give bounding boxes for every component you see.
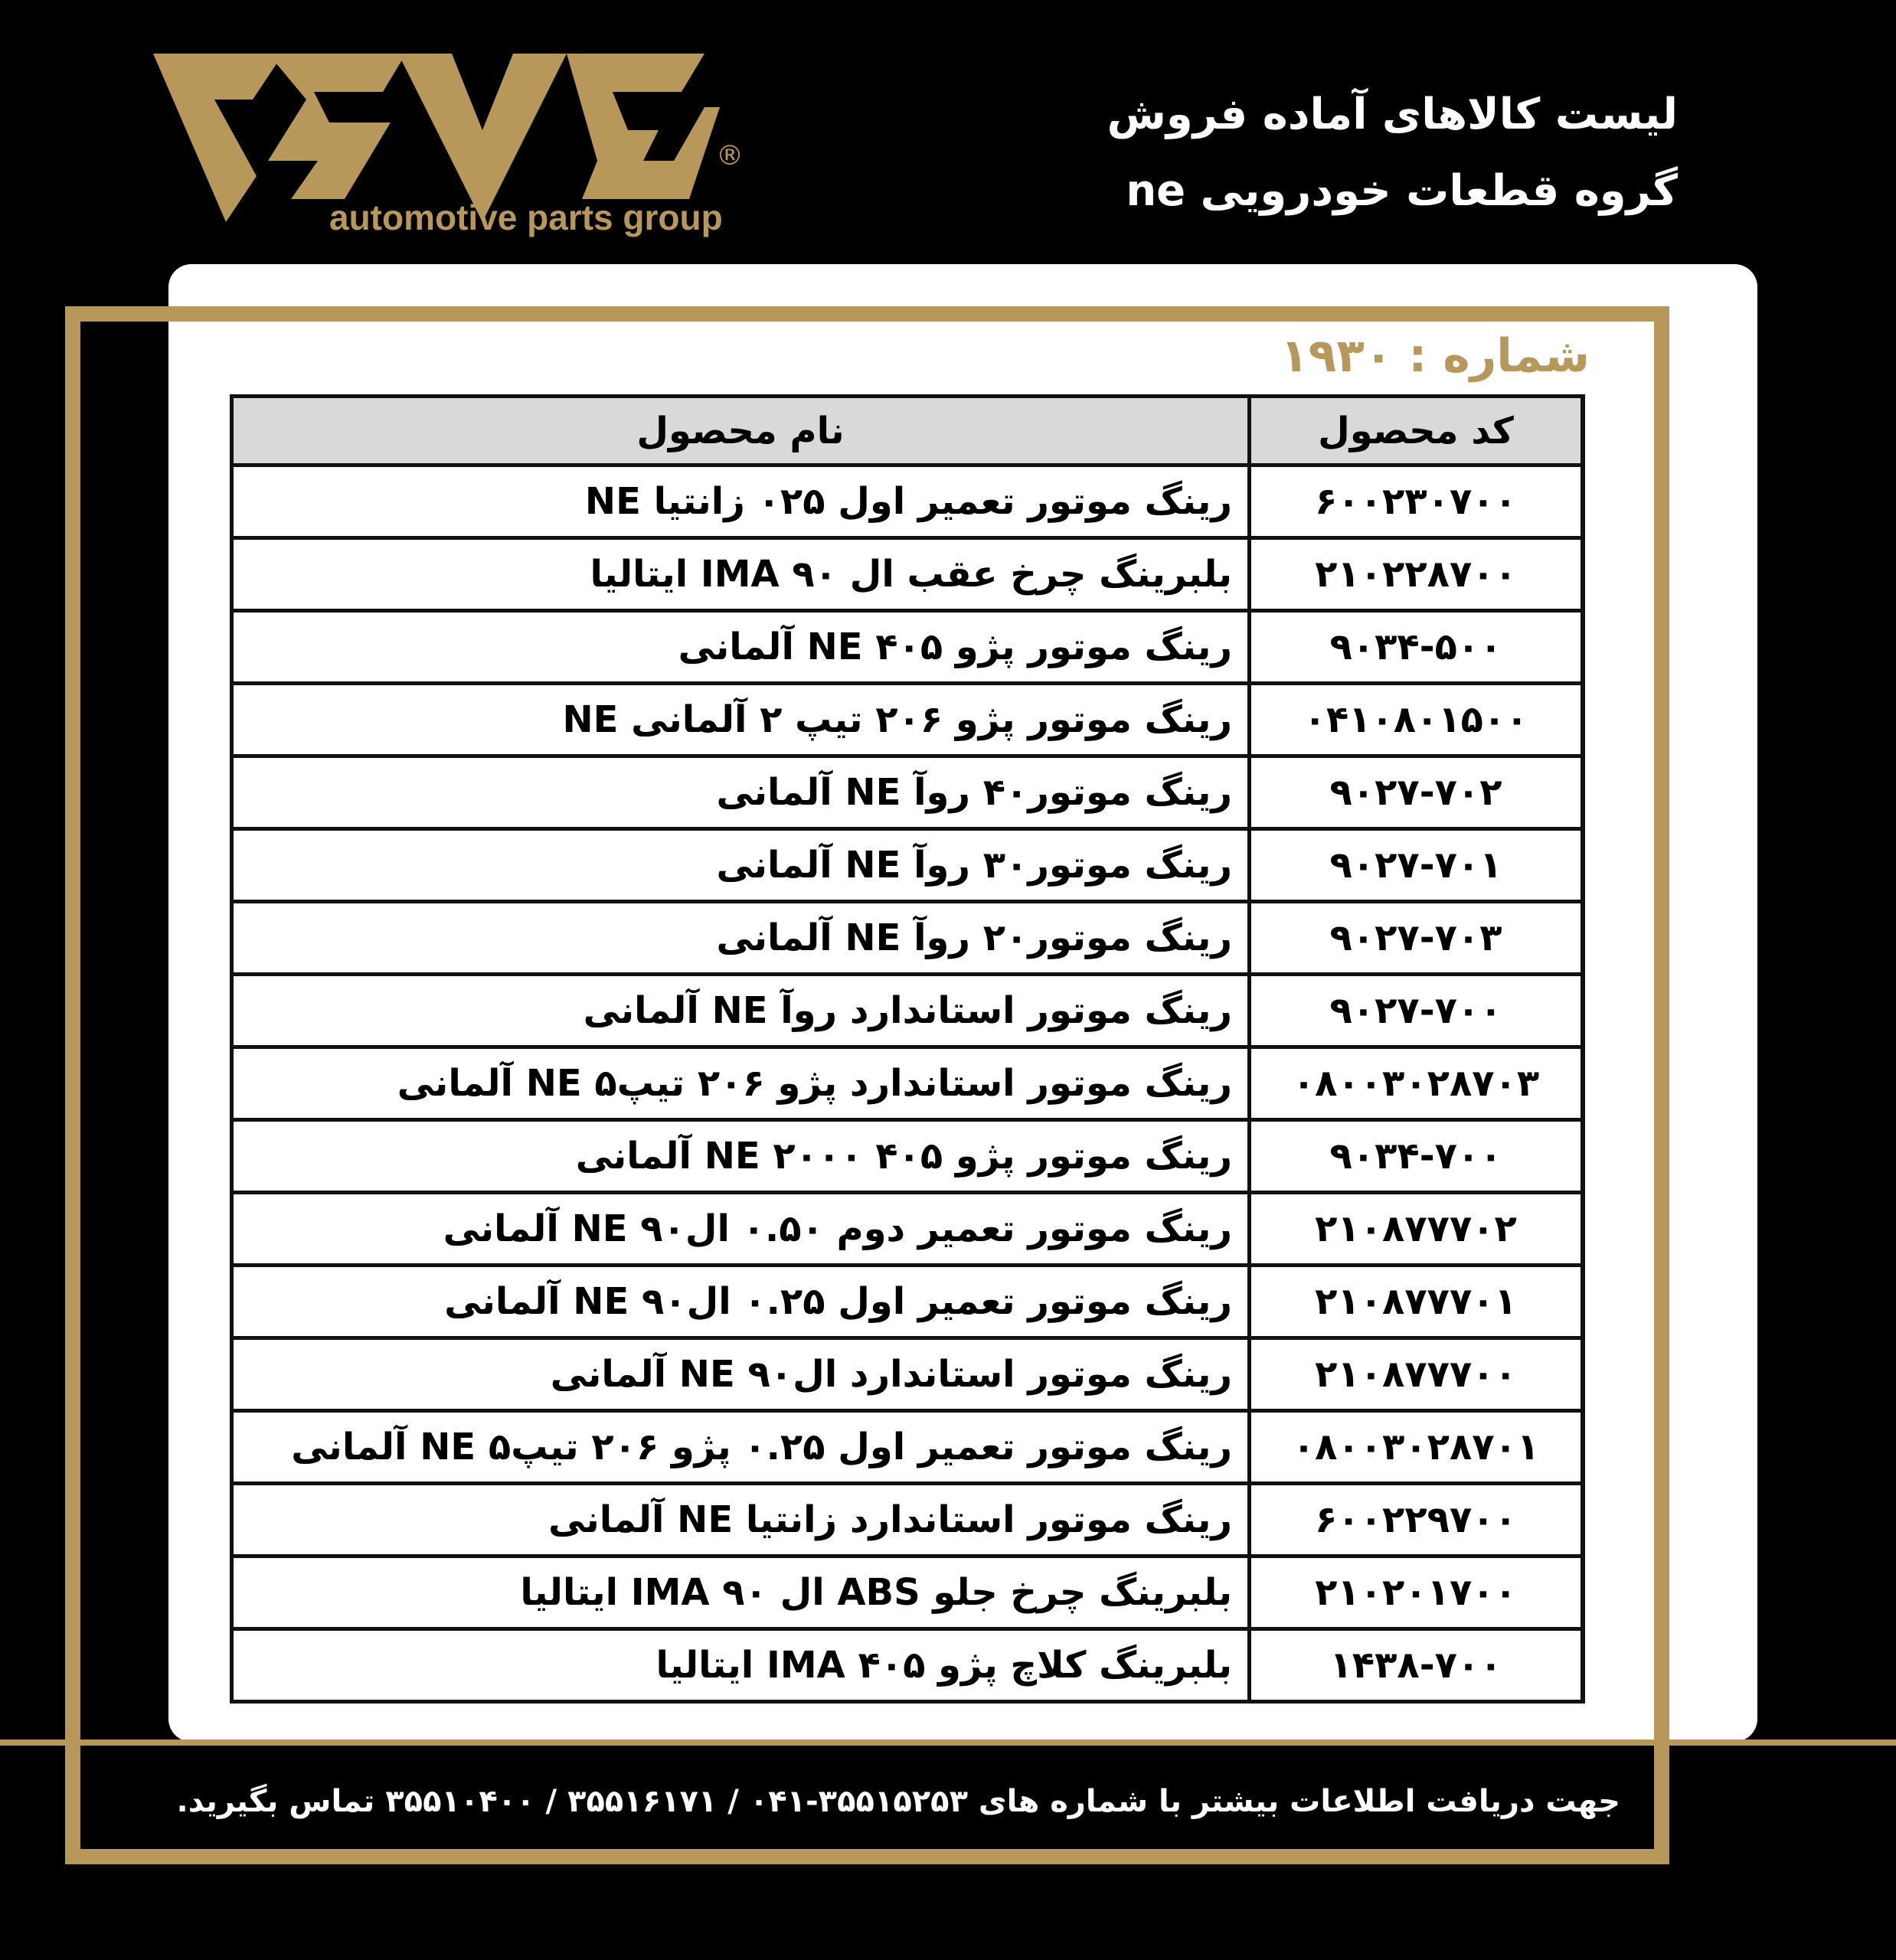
product-code: ۲۱۰۸۷۷۷۰۰ xyxy=(1250,1338,1584,1411)
table-row xyxy=(232,1266,1584,1338)
product-name: رینگ موتور استاندارد زانتیا NE آلمانی xyxy=(232,1484,1250,1557)
product-code: ۶۰۰۲۳۰۷۰۰ xyxy=(1250,466,1584,538)
brand-logo xyxy=(153,46,744,245)
product-code: ۹۰۳۴-۷۰۰ xyxy=(1250,1120,1584,1193)
table-header-row xyxy=(232,397,1584,466)
table-row xyxy=(232,1120,1584,1193)
product-name: رینگ موتور تعمیر اول ۰۲۵ زانتیا NE xyxy=(232,466,1250,538)
product-code: ۲۱۰۲۰۱۷۰۰ xyxy=(1250,1557,1584,1629)
registered-mark: ® xyxy=(716,140,744,172)
product-code: ۰۸۰۰۳۰۲۸۷۰۱ xyxy=(1250,1411,1584,1484)
product-name: رینگ موتور تعمیر دوم ۰.۵۰ ال۹۰ NE آلمانی xyxy=(232,1193,1250,1266)
table-row xyxy=(232,1484,1584,1557)
table-row xyxy=(232,1338,1584,1411)
logo-mark-v xyxy=(398,54,567,222)
heading-line-2: گروه قطعات خودرویی ne xyxy=(1126,166,1678,216)
product-code: ۹۰۲۷-۷۰۳ xyxy=(1250,902,1584,975)
product-name: بلبرینگ چرخ عقب ال ۹۰ IMA ایتالیا xyxy=(232,538,1250,611)
table-row xyxy=(232,466,1584,538)
logo-tagline: automotive parts group xyxy=(329,198,723,237)
logo-mark-s xyxy=(268,54,406,199)
product-code: ۰۸۰۰۳۰۲۸۷۰۳ xyxy=(1250,1047,1584,1120)
product-name: رینگ موتور۳۰ روآ NE آلمانی xyxy=(232,829,1250,902)
product-code: ۹۰۲۷-۷۰۲ xyxy=(1250,756,1584,829)
header-code: کد محصول xyxy=(1250,397,1584,466)
product-name: رینگ موتور تعمیر اول ۰.۲۵ ال۹۰ NE آلمانی xyxy=(232,1266,1250,1338)
product-name: رینگ موتور استاندارد پژو ۲۰۶ تیپ۵ NE آلمانی xyxy=(232,1047,1250,1120)
product-name: بلبرینگ کلاچ پژو ۴۰۵ IMA ایتالیا xyxy=(232,1629,1250,1702)
table-row xyxy=(232,1411,1584,1484)
product-code: ۲۱۰۸۷۷۷۰۱ xyxy=(1250,1266,1584,1338)
table-row xyxy=(232,1629,1584,1702)
table-row xyxy=(232,902,1584,975)
table-row xyxy=(232,1193,1584,1266)
table-row xyxy=(232,611,1584,684)
product-name: رینگ موتور استاندارد روآ NE آلمانی xyxy=(232,975,1250,1047)
product-code: ۲۱۰۲۲۸۷۰۰ xyxy=(1250,538,1584,611)
product-name: رینگ موتور۲۰ روآ NE آلمانی xyxy=(232,902,1250,975)
products-table xyxy=(230,394,1585,1704)
logo-mark-g xyxy=(153,54,283,222)
logo-mark-g2 xyxy=(567,54,720,199)
table-row xyxy=(232,975,1584,1047)
product-code: ۹۰۳۴-۵۰۰ xyxy=(1250,611,1584,684)
page-heading xyxy=(912,77,1678,230)
product-name: بلبرینگ چرخ جلو ABS ال ۹۰ IMA ایتالیا xyxy=(232,1557,1250,1629)
product-code: ۰۴۱۰۸۰۱۵۰۰ xyxy=(1250,684,1584,756)
product-name: رینگ موتور پژو ۲۰۶ تیپ ۲ آلمانی NE xyxy=(232,684,1250,756)
product-code: ۲۱۰۸۷۷۷۰۲ xyxy=(1250,1193,1584,1266)
table-row xyxy=(232,684,1584,756)
heading-line-1: لیست کالاهای آماده فروش xyxy=(1107,90,1678,139)
table-row xyxy=(232,756,1584,829)
product-name: رینگ موتور پژو ۴۰۵ NE آلمانی xyxy=(232,611,1250,684)
header-name: نام محصول xyxy=(232,397,1250,466)
product-code: ۹۰۲۷-۷۰۱ xyxy=(1250,829,1584,902)
product-name: رینگ موتور پژو ۴۰۵ ۲۰۰۰ NE آلمانی xyxy=(232,1120,1250,1193)
product-name: رینگ موتور تعمیر اول ۰.۲۵ پژو ۲۰۶ تیپ۵ NE آلمانی xyxy=(232,1411,1250,1484)
product-code: ۹۰۲۷-۷۰۰ xyxy=(1250,975,1584,1047)
product-code: ۶۰۰۲۲۹۷۰۰ xyxy=(1250,1484,1584,1557)
table-row xyxy=(232,1047,1584,1120)
gold-divider-line xyxy=(0,1740,1896,1746)
table-row xyxy=(232,1557,1584,1629)
contact-footer: جهت دریافت اطلاعات بیشتر با شماره های ۳۵۵۱۵۲۵۳-۰۴۱ / ۳۵۵۱۶۱۷۱ / ۳۵۵۱۰۴۰۰ تماس بگیرید. xyxy=(176,1784,1620,1819)
footer-bar xyxy=(0,1746,1896,1960)
product-name: رینگ موتور۴۰ روآ NE آلمانی xyxy=(232,756,1250,829)
product-name: رینگ موتور استاندارد ال۹۰ NE آلمانی xyxy=(232,1338,1250,1411)
table-row xyxy=(232,538,1584,611)
table-row xyxy=(232,829,1584,902)
list-number: شماره : ۱۹۳۰ xyxy=(1280,329,1590,383)
product-code: ۱۴۳۸-۷۰۰ xyxy=(1250,1629,1584,1702)
